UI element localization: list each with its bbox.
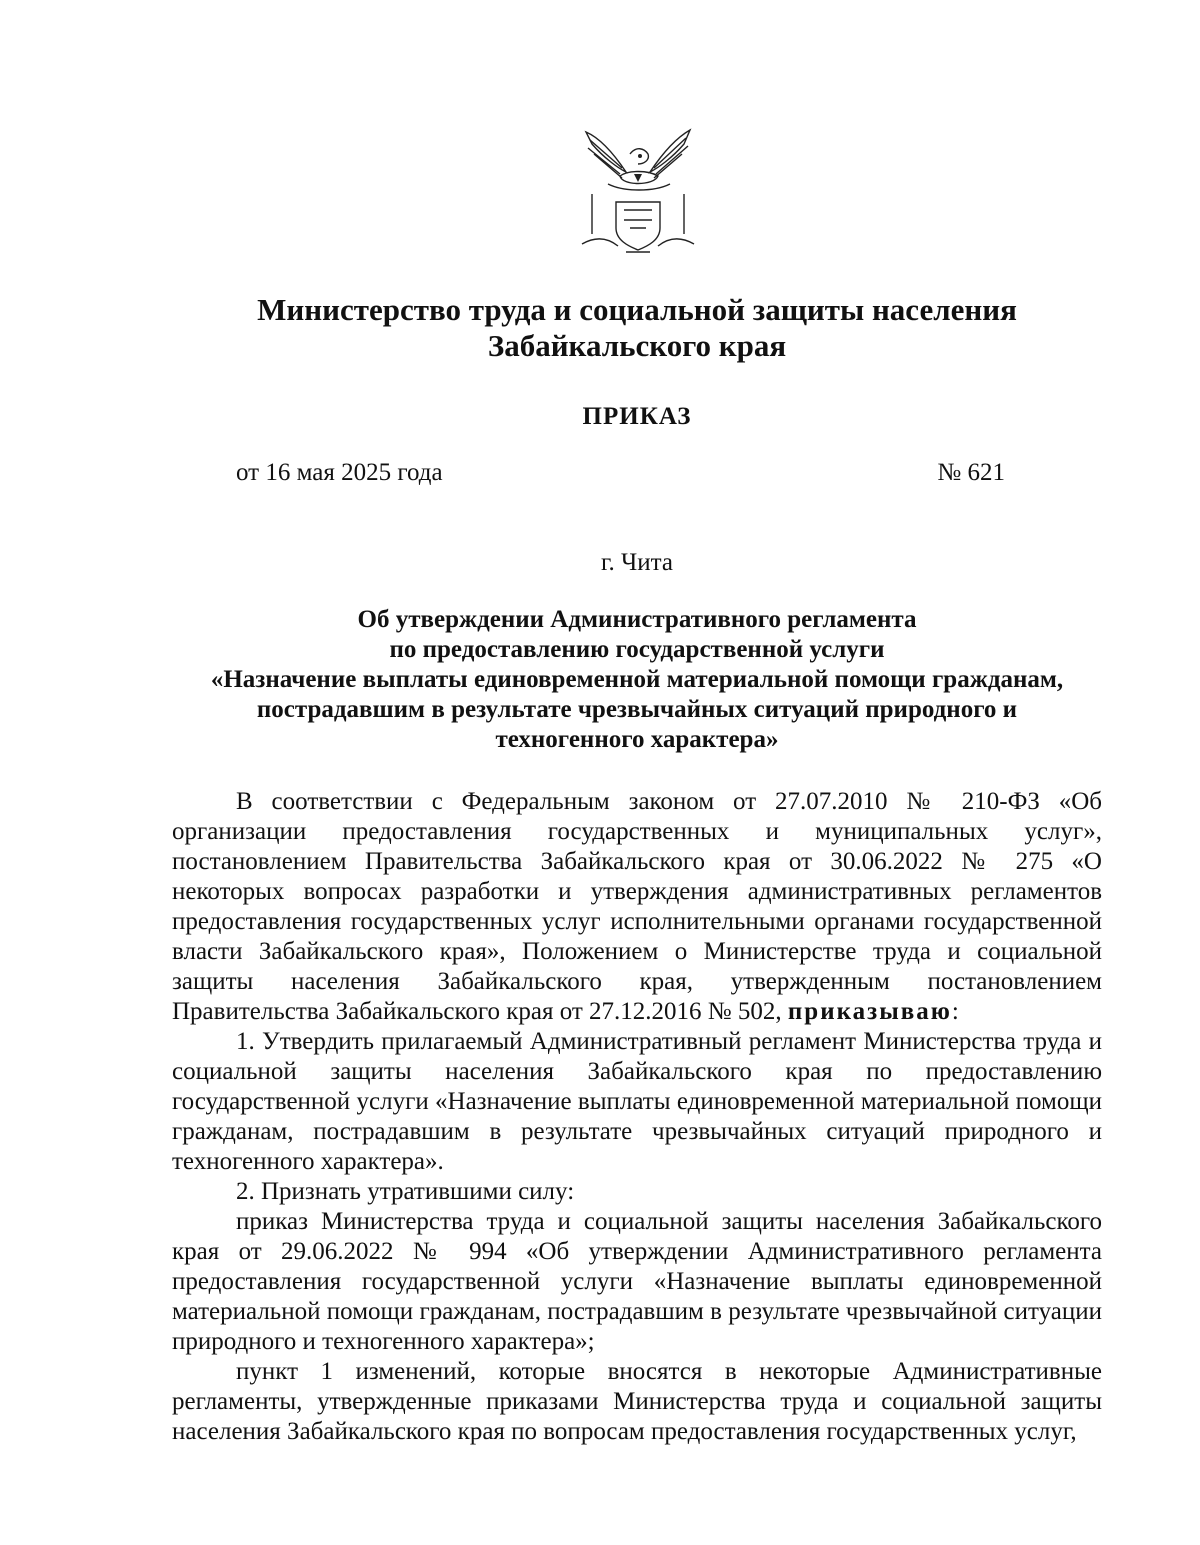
ministry-name-line2: Забайкальского края [487,328,787,363]
coat-of-arms-emblem-icon [578,124,698,260]
order-number: № 621 [937,459,1005,486]
ministry-name-line1: Министерство труда и социальной защиты населения [257,292,1017,327]
intro-paragraph [172,787,1102,1027]
document-type: ПРИКАЗ [582,403,692,430]
item-2a-paragraph: приказ Министерства труда и социальной защиты населения Забайкальского края от 29.06.2022 № 994 «Об утверждении Административного регламента предоставления государственной услуги «Назначение выплаты единовременной материальной помощи гражданам, пострадавшим в результате чрезвычайной ситуации природного и техногенного характера»; [172,1208,1102,1355]
order-body [172,787,1102,1447]
item-2b-paragraph: пункт 1 изменений, которые вносятся в некоторые Административные регламенты, утвержденные приказами Министерства труда и социальной защиты населения Забайкальского края по вопросам предоставления государственных услуг, [172,1358,1102,1445]
order-word: приказываю [787,998,952,1025]
order-title-line4: пострадавшим в результате чрезвычайных ситуаций природного и [256,696,1018,723]
order-title-line1: Об утверждении Административного регламента [357,606,917,633]
order-title-line2: по предоставлению государственной услуги [389,636,885,663]
order-title-line5: техногенного характера» [495,726,779,753]
intro-text: В соответствии с Федеральным законом от 27.07.2010 № 210-ФЗ «Об организации предоставления государственных и муниципальных услуг», постановлением Правительства Забайкальского края от 30.06.2022 № 275 «О некоторых вопросах разработки и утверждения административных регламентов предоставления государственных услуг исполнительными органами государственной власти Забайкальского края», Положением о Министерстве труда и социальной защиты населения Забайкальского края, утвержденным постановлением Правительства Забайкальского края от 27.12.2016 № 502, [172,788,1102,1025]
order-title-line3: «Назначение выплаты единовременной материальной помощи гражданам, [210,666,1064,693]
ministry-name [172,292,1102,364]
item-1-paragraph: 1. Утвердить прилагаемый Административный регламент Министерства труда и социальной защиты населения Забайкальского края по предоставлению государственной услуги «Назначение выплаты единовременной материальной помощи гражданам, пострадавшим в результате чрезвычайных ситуаций природного и техногенного характера». [172,1028,1102,1175]
order-date: от 16 мая 2025 года [236,459,443,486]
intro-end: : [951,998,959,1025]
order-title [172,605,1102,755]
city: г. Чита [601,549,673,576]
item-2-paragraph: 2. Признать утратившими силу: [236,1178,575,1205]
